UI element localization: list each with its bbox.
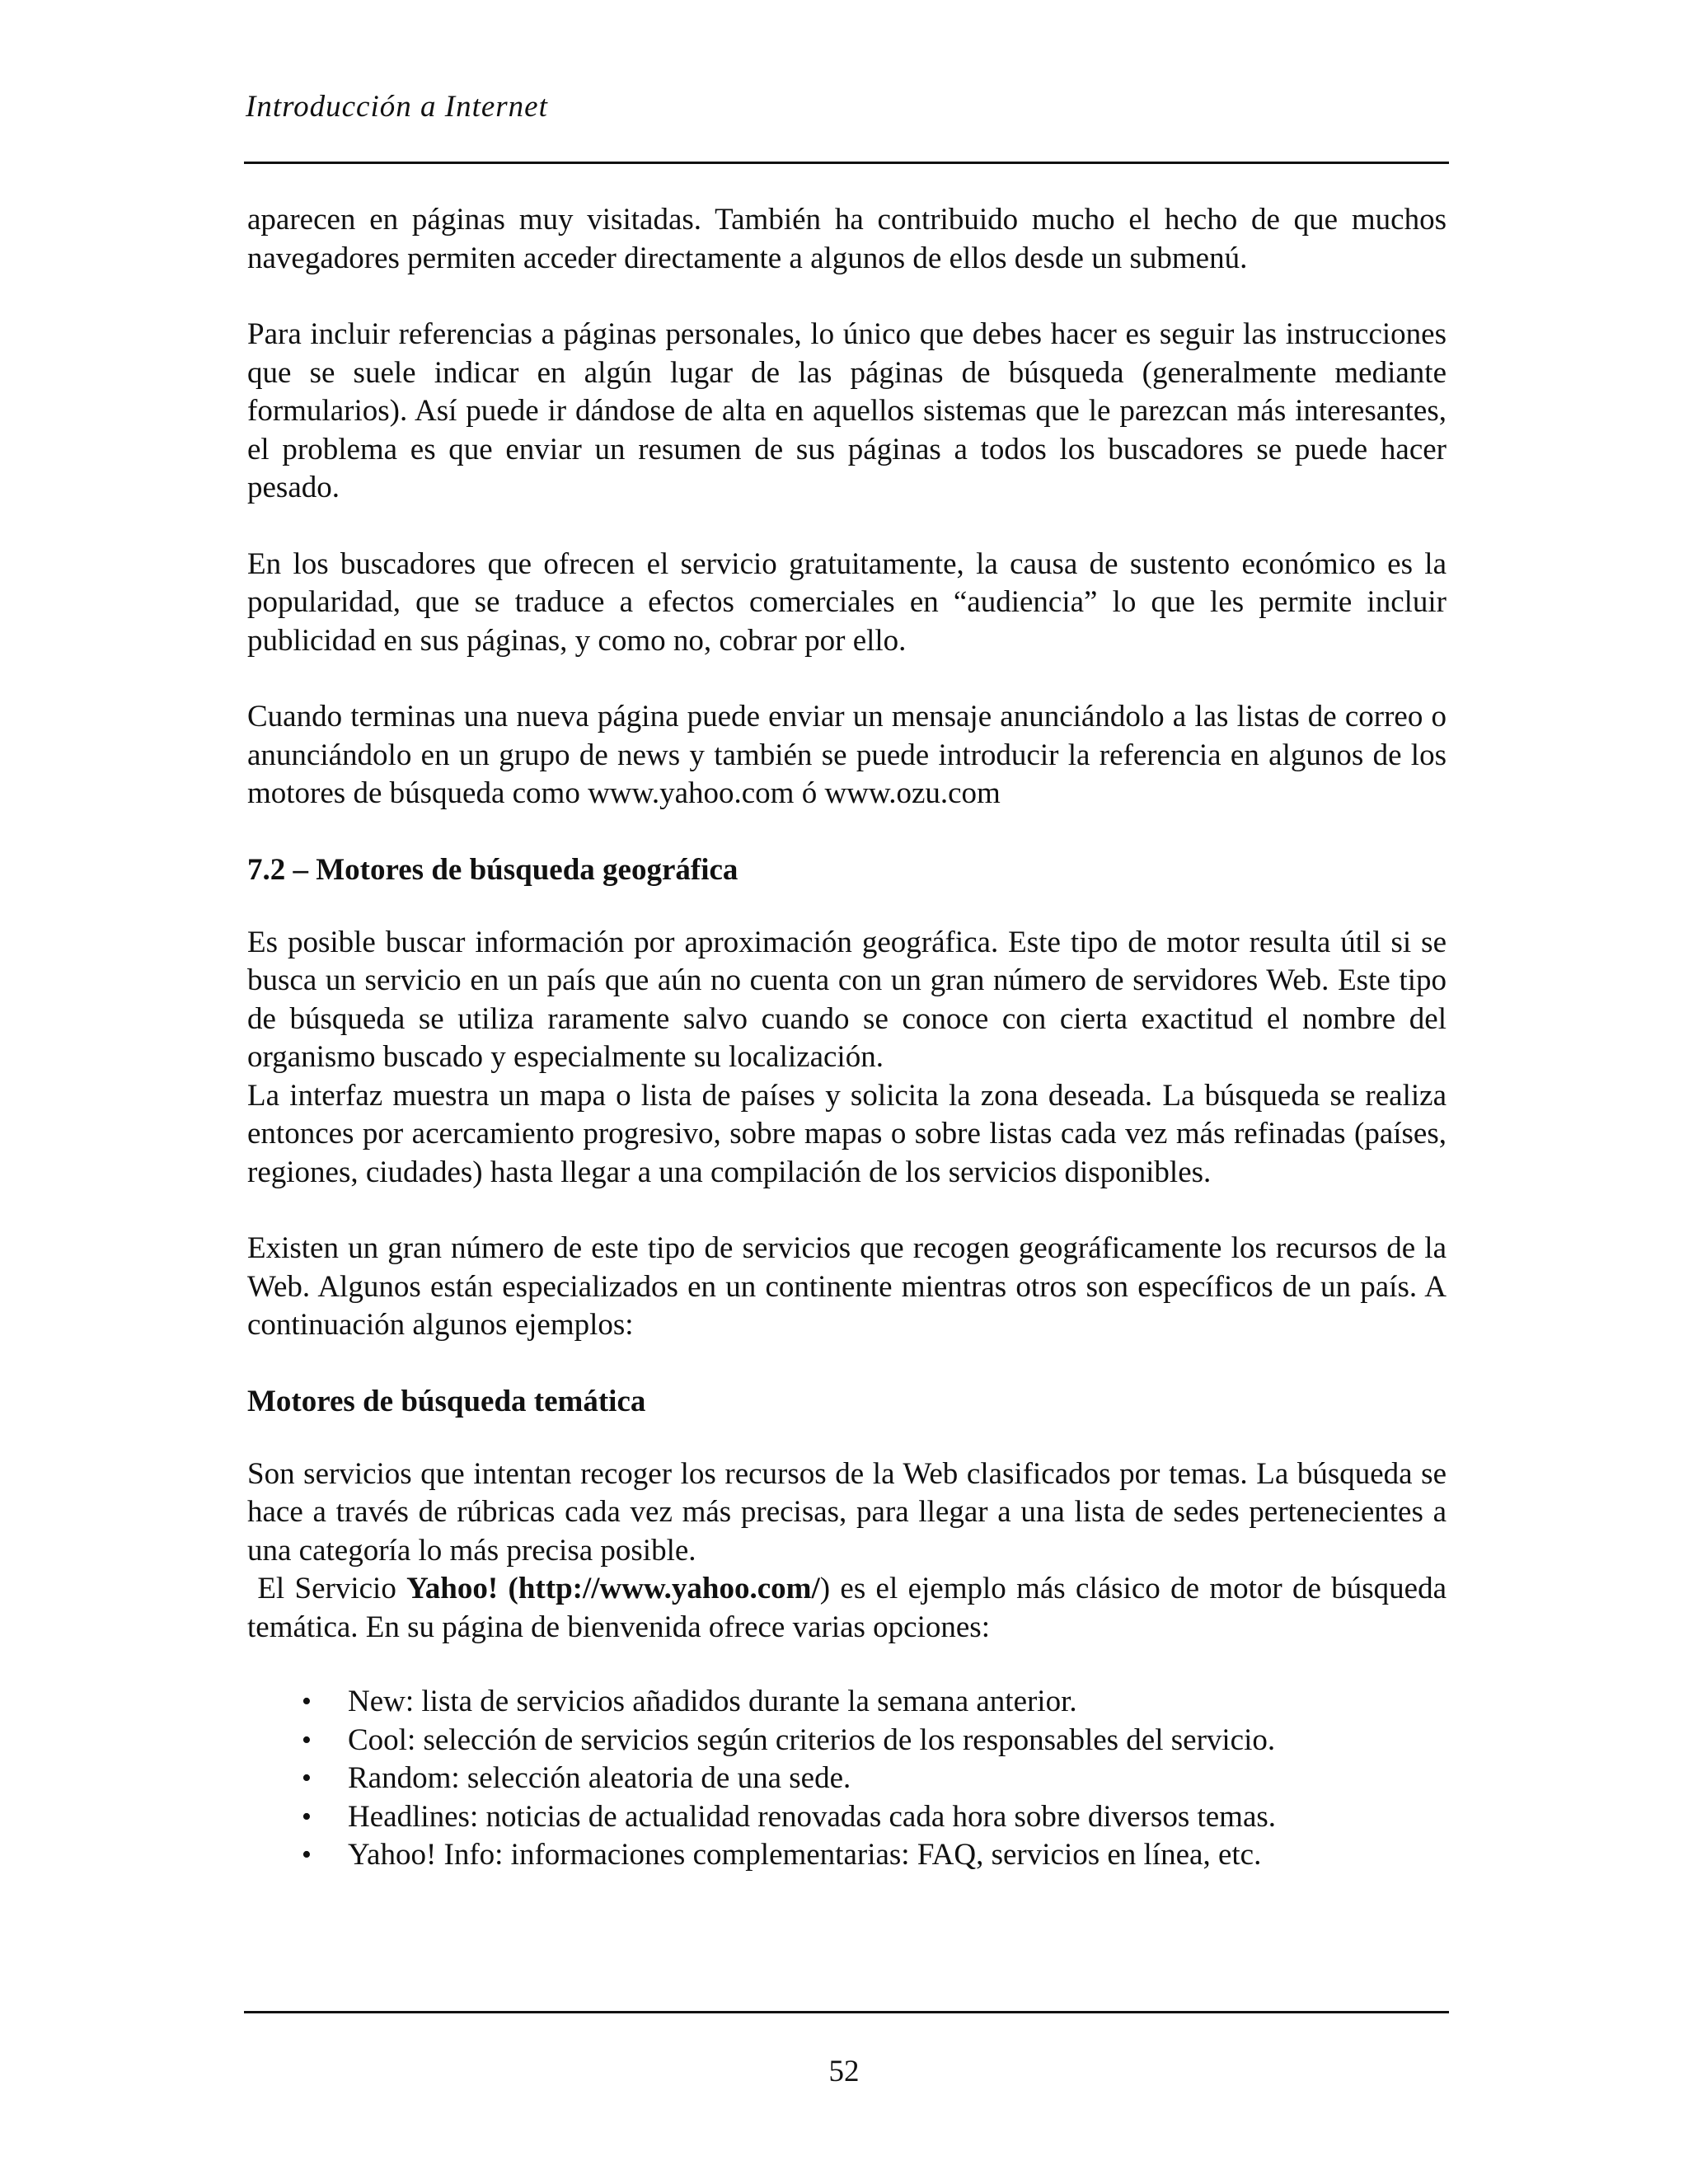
list-item	[247, 1722, 1447, 1760]
paragraph: Para incluir referencias a páginas personales, lo único que debes hacer es seguir las instrucciones que se suele indicar en algún lugar de las páginas de búsqueda (generalmente mediante formularios). Así puede ir dándose de alta en aquellos sistemas que le parezcan más interesantes, el problema es que enviar un resumen de sus páginas a todos los buscadores se puede hacer pesado.	[247, 317, 1447, 504]
running-header: Introducción a Internet	[246, 90, 548, 124]
paragraph: Existen un gran número de este tipo de servicios que recogen geográficamente los recursos de la Web. Algunos están especializados en un continente mientras otros son específicos de un país. A continuación algunos ejemplos:	[247, 1231, 1447, 1342]
paragraph: Cuando terminas una nueva página puede enviar un mensaje anunciándolo a las listas de correo o anunciándolo en un grupo de news y también se puede introducir la referencia en algunos de los motores de búsqueda como www.yahoo.com ó www.ozu.com	[247, 700, 1447, 810]
paragraph: Son servicios que intentan recoger los recursos de la Web clasificados por temas. La búsqueda se hace a través de rúbricas cada vez más precisas, para llegar a una lista de sedes pertenecientes a una categoría lo más precisa posible.	[247, 1456, 1447, 1568]
bullet-icon: •	[302, 1801, 312, 1832]
header-rule	[244, 162, 1449, 164]
list-item-text: Yahoo! Info: informaciones complementarias: FAQ, servicios en línea, etc.	[348, 1838, 1262, 1872]
list-item-text: Cool: selección de servicios según criterios de los responsables del servicio.	[348, 1722, 1276, 1757]
page-body	[247, 201, 1447, 1875]
bullet-icon: •	[302, 1686, 312, 1717]
list-item-text: Headlines: noticias de actualidad renovadas cada hora sobre diversos temas.	[348, 1799, 1277, 1834]
text-run: El Servicio	[257, 1572, 407, 1605]
list-item-text: New: lista de servicios añadidos durante la semana anterior.	[348, 1685, 1077, 1718]
text-run: ) es el ejemplo más clásico de motor de búsqueda temática. En su página de bienvenida ofrece varias opciones:	[247, 1572, 1447, 1644]
bullet-icon: •	[302, 1840, 312, 1870]
page-number: 52	[828, 2055, 860, 2088]
yahoo-options-list	[247, 1683, 1447, 1875]
paragraph-yahoo	[247, 1570, 1447, 1647]
list-item-text: Random: selección aleatoria de una sede.	[348, 1761, 851, 1795]
list-item	[247, 1760, 1447, 1798]
yahoo-url: (http://www.yahoo.com/	[508, 1572, 820, 1605]
text-run	[498, 1572, 508, 1605]
section-heading-tematica: Motores de búsqueda temática	[247, 1384, 646, 1418]
list-item	[247, 1798, 1447, 1837]
yahoo-name: Yahoo!	[406, 1572, 499, 1605]
bullet-icon: •	[302, 1763, 312, 1793]
paragraph: En los buscadores que ofrecen el servicio gratuitamente, la causa de sustento económico es la popularidad, que se traduce a efectos comerciales en “audiencia” lo que les permite incluir publicidad en sus páginas, y como no, cobrar por ello.	[247, 546, 1447, 658]
section-heading-geografica: 7.2 – Motores de búsqueda geográfica	[247, 852, 738, 887]
bullet-icon: •	[302, 1724, 312, 1755]
paragraph: aparecen en páginas muy visitadas. También ha contribuido mucho el hecho de que muchos navegadores permiten acceder directamente a algunos de ellos desde un submenú.	[247, 203, 1447, 275]
list-item	[247, 1836, 1447, 1875]
paragraph: La interfaz muestra un mapa o lista de países y solicita la zona deseada. La búsqueda se realiza entonces por acercamiento progresivo, sobre mapas o sobre listas cada vez más refinadas (países, regiones, ciudades) hasta llegar a una compilación de los servicios disponibles.	[247, 1078, 1447, 1189]
footer-rule	[244, 2011, 1449, 2013]
paragraph: Es posible buscar información por aproximación geográfica. Este tipo de motor resulta útil si se busca un servicio en un país que aún no cuenta con un gran número de servidores Web. Este tipo de búsqueda se utiliza raramente salvo cuando se conoce con cierta exactitud el nombre del organismo buscado y especialmente su localización.	[247, 925, 1447, 1074]
list-item	[247, 1683, 1447, 1722]
